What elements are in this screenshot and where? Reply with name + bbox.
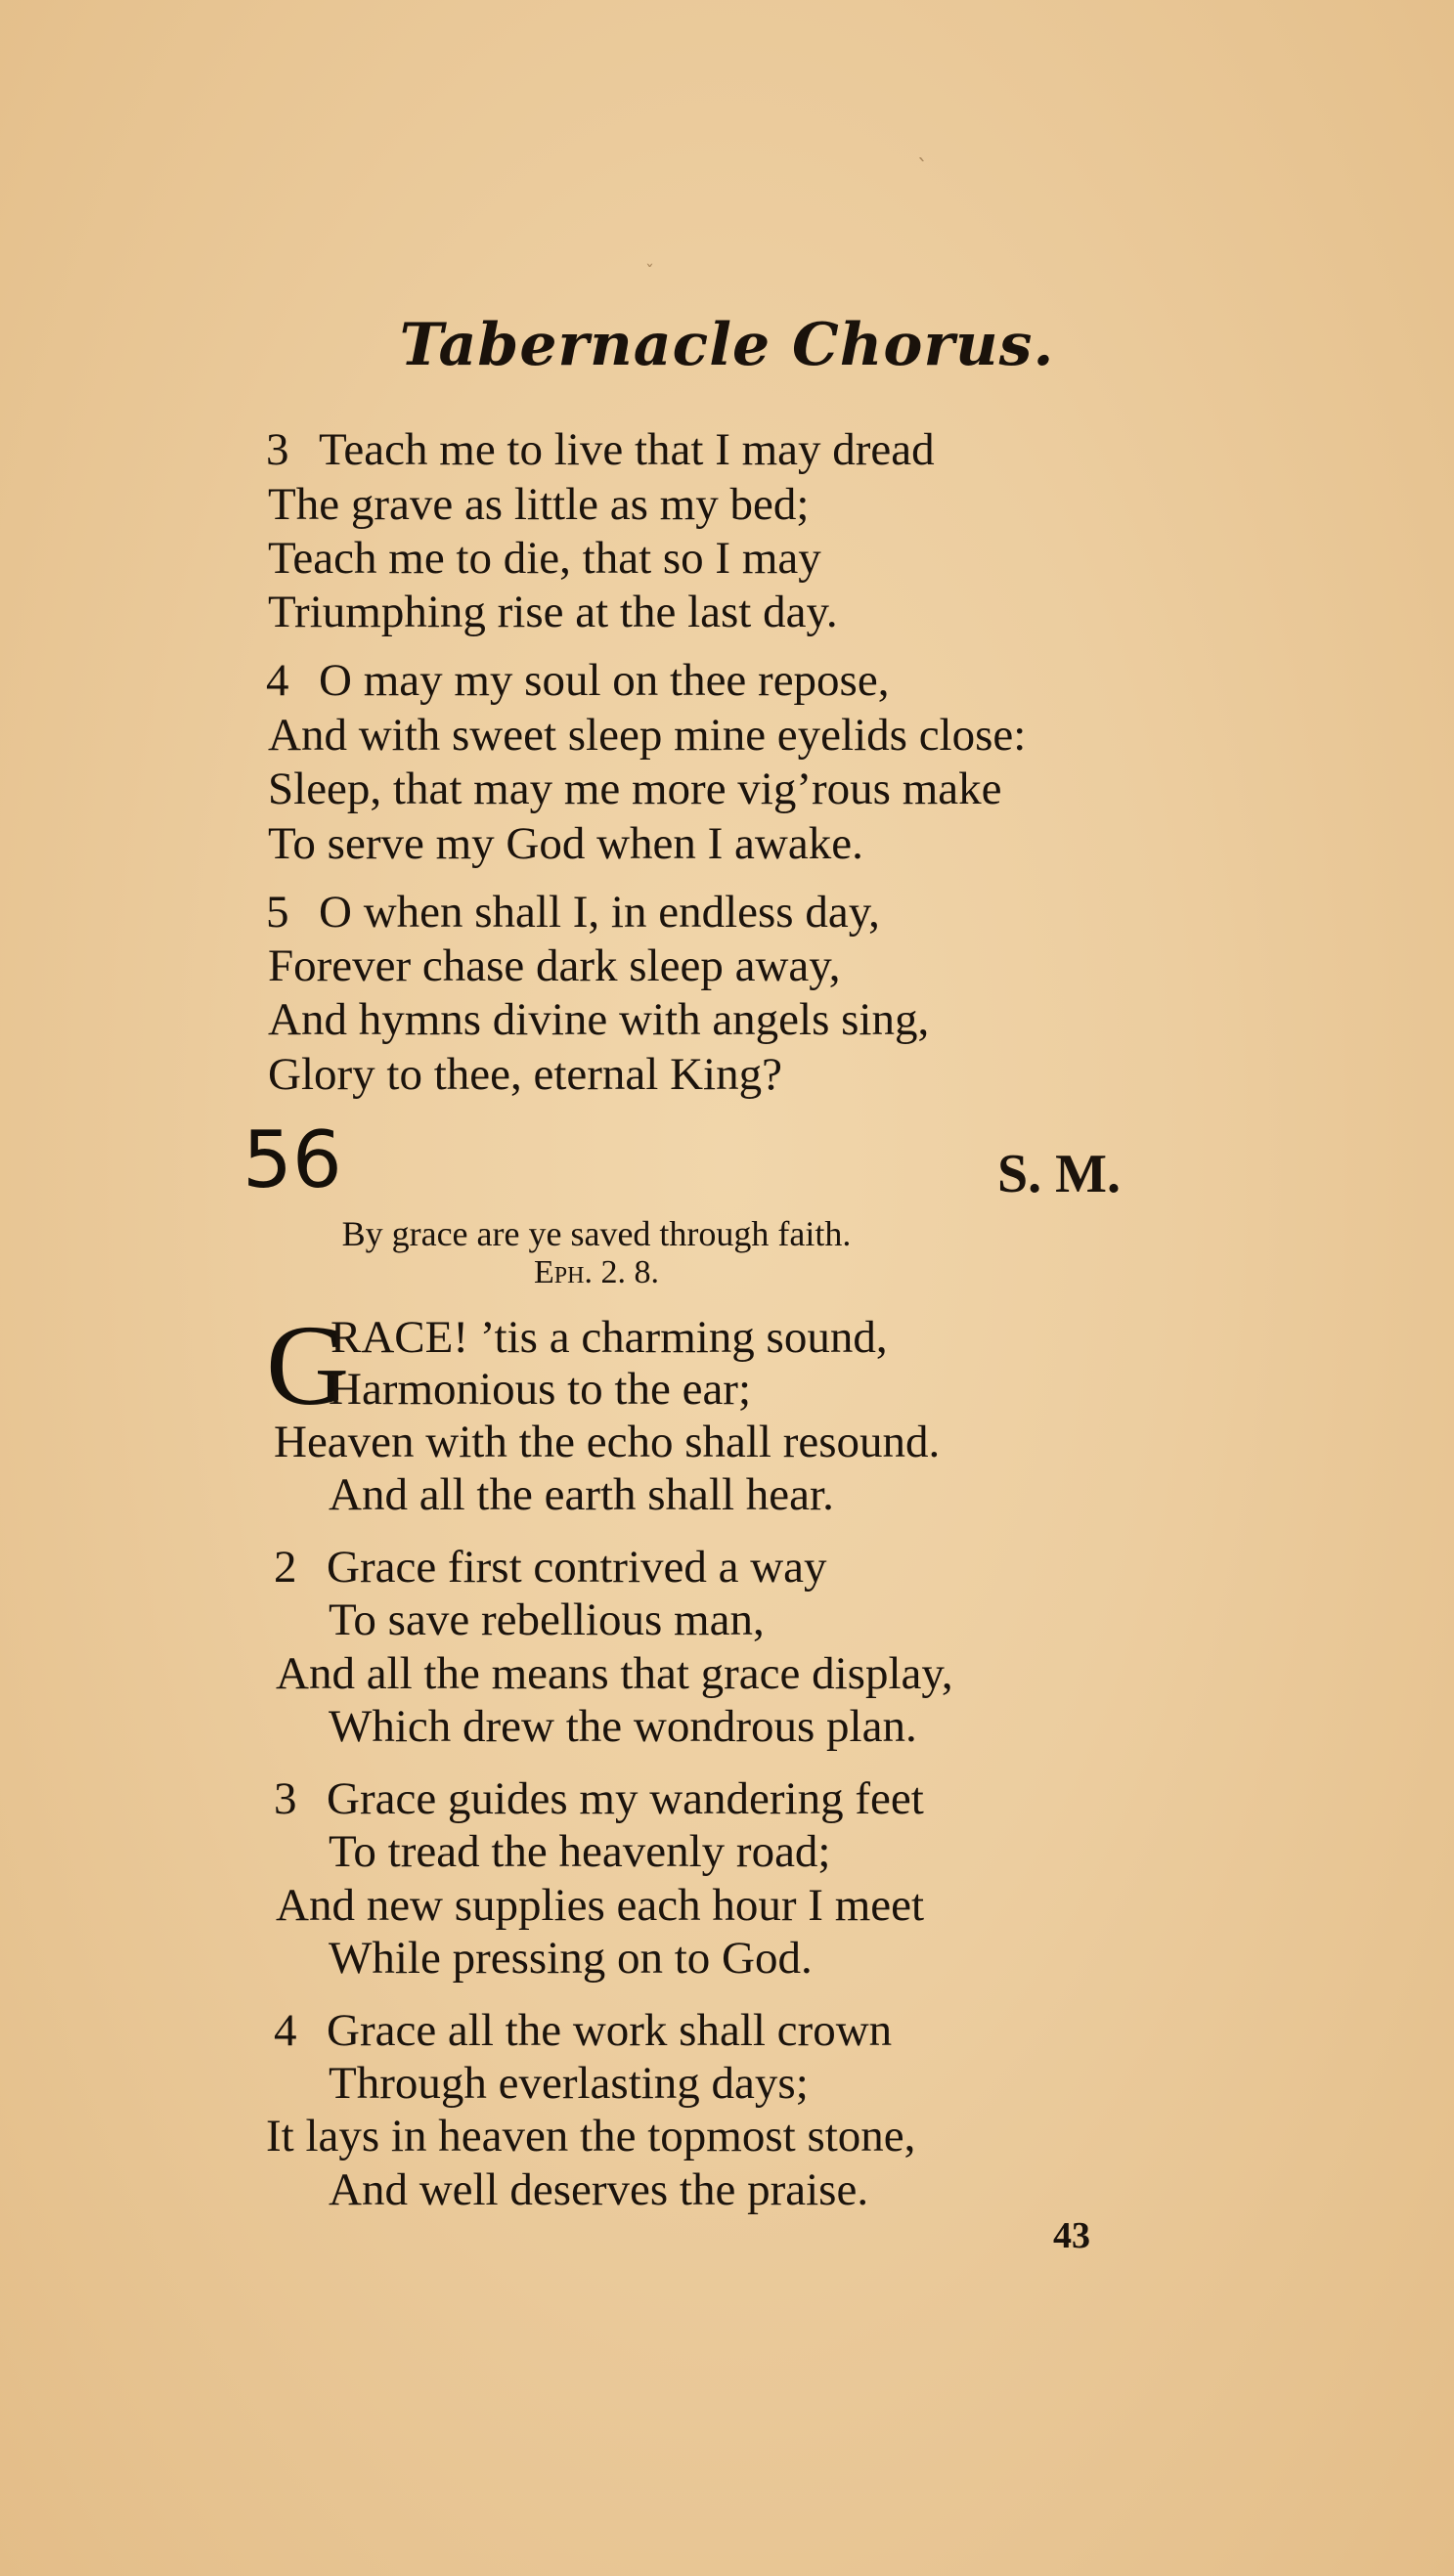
hymn-verse-1-line-1: RACE! ’tis a charming sound, [330,1312,888,1363]
verse-3-line-3: Teach me to die, that so I may [268,533,821,584]
verse-3-line-4: Triumphing rise at the last day. [268,587,838,637]
verse-4-line-1: 4 O may my soul on thee repose, [266,655,890,706]
hymn-verse-4-line-2: Through everlasting days; [329,2058,809,2109]
verse-3-line-2: The grave as little as my bed; [268,479,810,530]
hymn-verse-1-line-3: Heaven with the echo shall resound. [274,1417,941,1467]
verse-5-line-1: 5 O when shall I, in endless day, [266,887,880,938]
hymn-verse-3-line-1: 3 Grace guides my wandering feet [274,1773,924,1824]
hymn-verse-3-line-3: And new supplies each hour I meet [276,1880,925,1931]
hymn-verse-1-line-4: And all the earth shall hear. [329,1469,834,1520]
verse-5-line-4: Glory to thee, eternal King? [268,1049,782,1100]
hymn-verse-3-line-4: While pressing on to God. [329,1933,813,1984]
scripture-reference: Eph. 2. 8. [534,1254,659,1290]
hymn-verse-2-line-3: And all the means that grace display, [276,1648,953,1699]
hymn-verse-2-line-4: Which drew the wondrous plan. [329,1701,917,1752]
verse-4-line-3: Sleep, that may me more vig’rous make [268,764,1002,814]
hymn-verse-1-line-2: Harmonious to the ear; [329,1364,752,1415]
verse-5-line-3: And hymns divine with angels sing, [268,994,930,1045]
verse-4-line-4: To serve my God when I awake. [268,818,863,869]
hymn-meter: S. M. [997,1144,1121,1204]
hymn-verse-4-line-4: And well deserves the praise. [329,2164,869,2215]
paper-speck: ˇ [645,262,654,283]
hymn-verse-2-line-1: 2 Grace first contrived a way [274,1542,827,1593]
verse-3-line-1: 3 Teach me to live that I may dread [266,424,935,475]
hymn-verse-2-line-2: To save rebellious man, [329,1594,765,1645]
paper-speck: ` [917,156,928,181]
scripture-epigraph: By grace are ye saved through faith. [341,1214,852,1253]
running-head: Tabernacle Chorus. [399,311,1055,379]
hymn-verse-3-line-2: To tread the heavenly road; [329,1826,831,1877]
page-number: 43 [1053,2215,1090,2256]
verse-4-line-2: And with sweet sleep mine eyelids close: [268,710,1027,761]
verse-5-line-2: Forever chase dark sleep away, [268,940,841,991]
hymn-number: 56 [242,1114,342,1205]
hymn-verse-4-line-3: It lays in heaven the topmost stone, [266,2111,916,2161]
drop-cap: G [266,1301,350,1429]
hymn-verse-4-line-1: 4 Grace all the work shall crown [274,2005,893,2056]
